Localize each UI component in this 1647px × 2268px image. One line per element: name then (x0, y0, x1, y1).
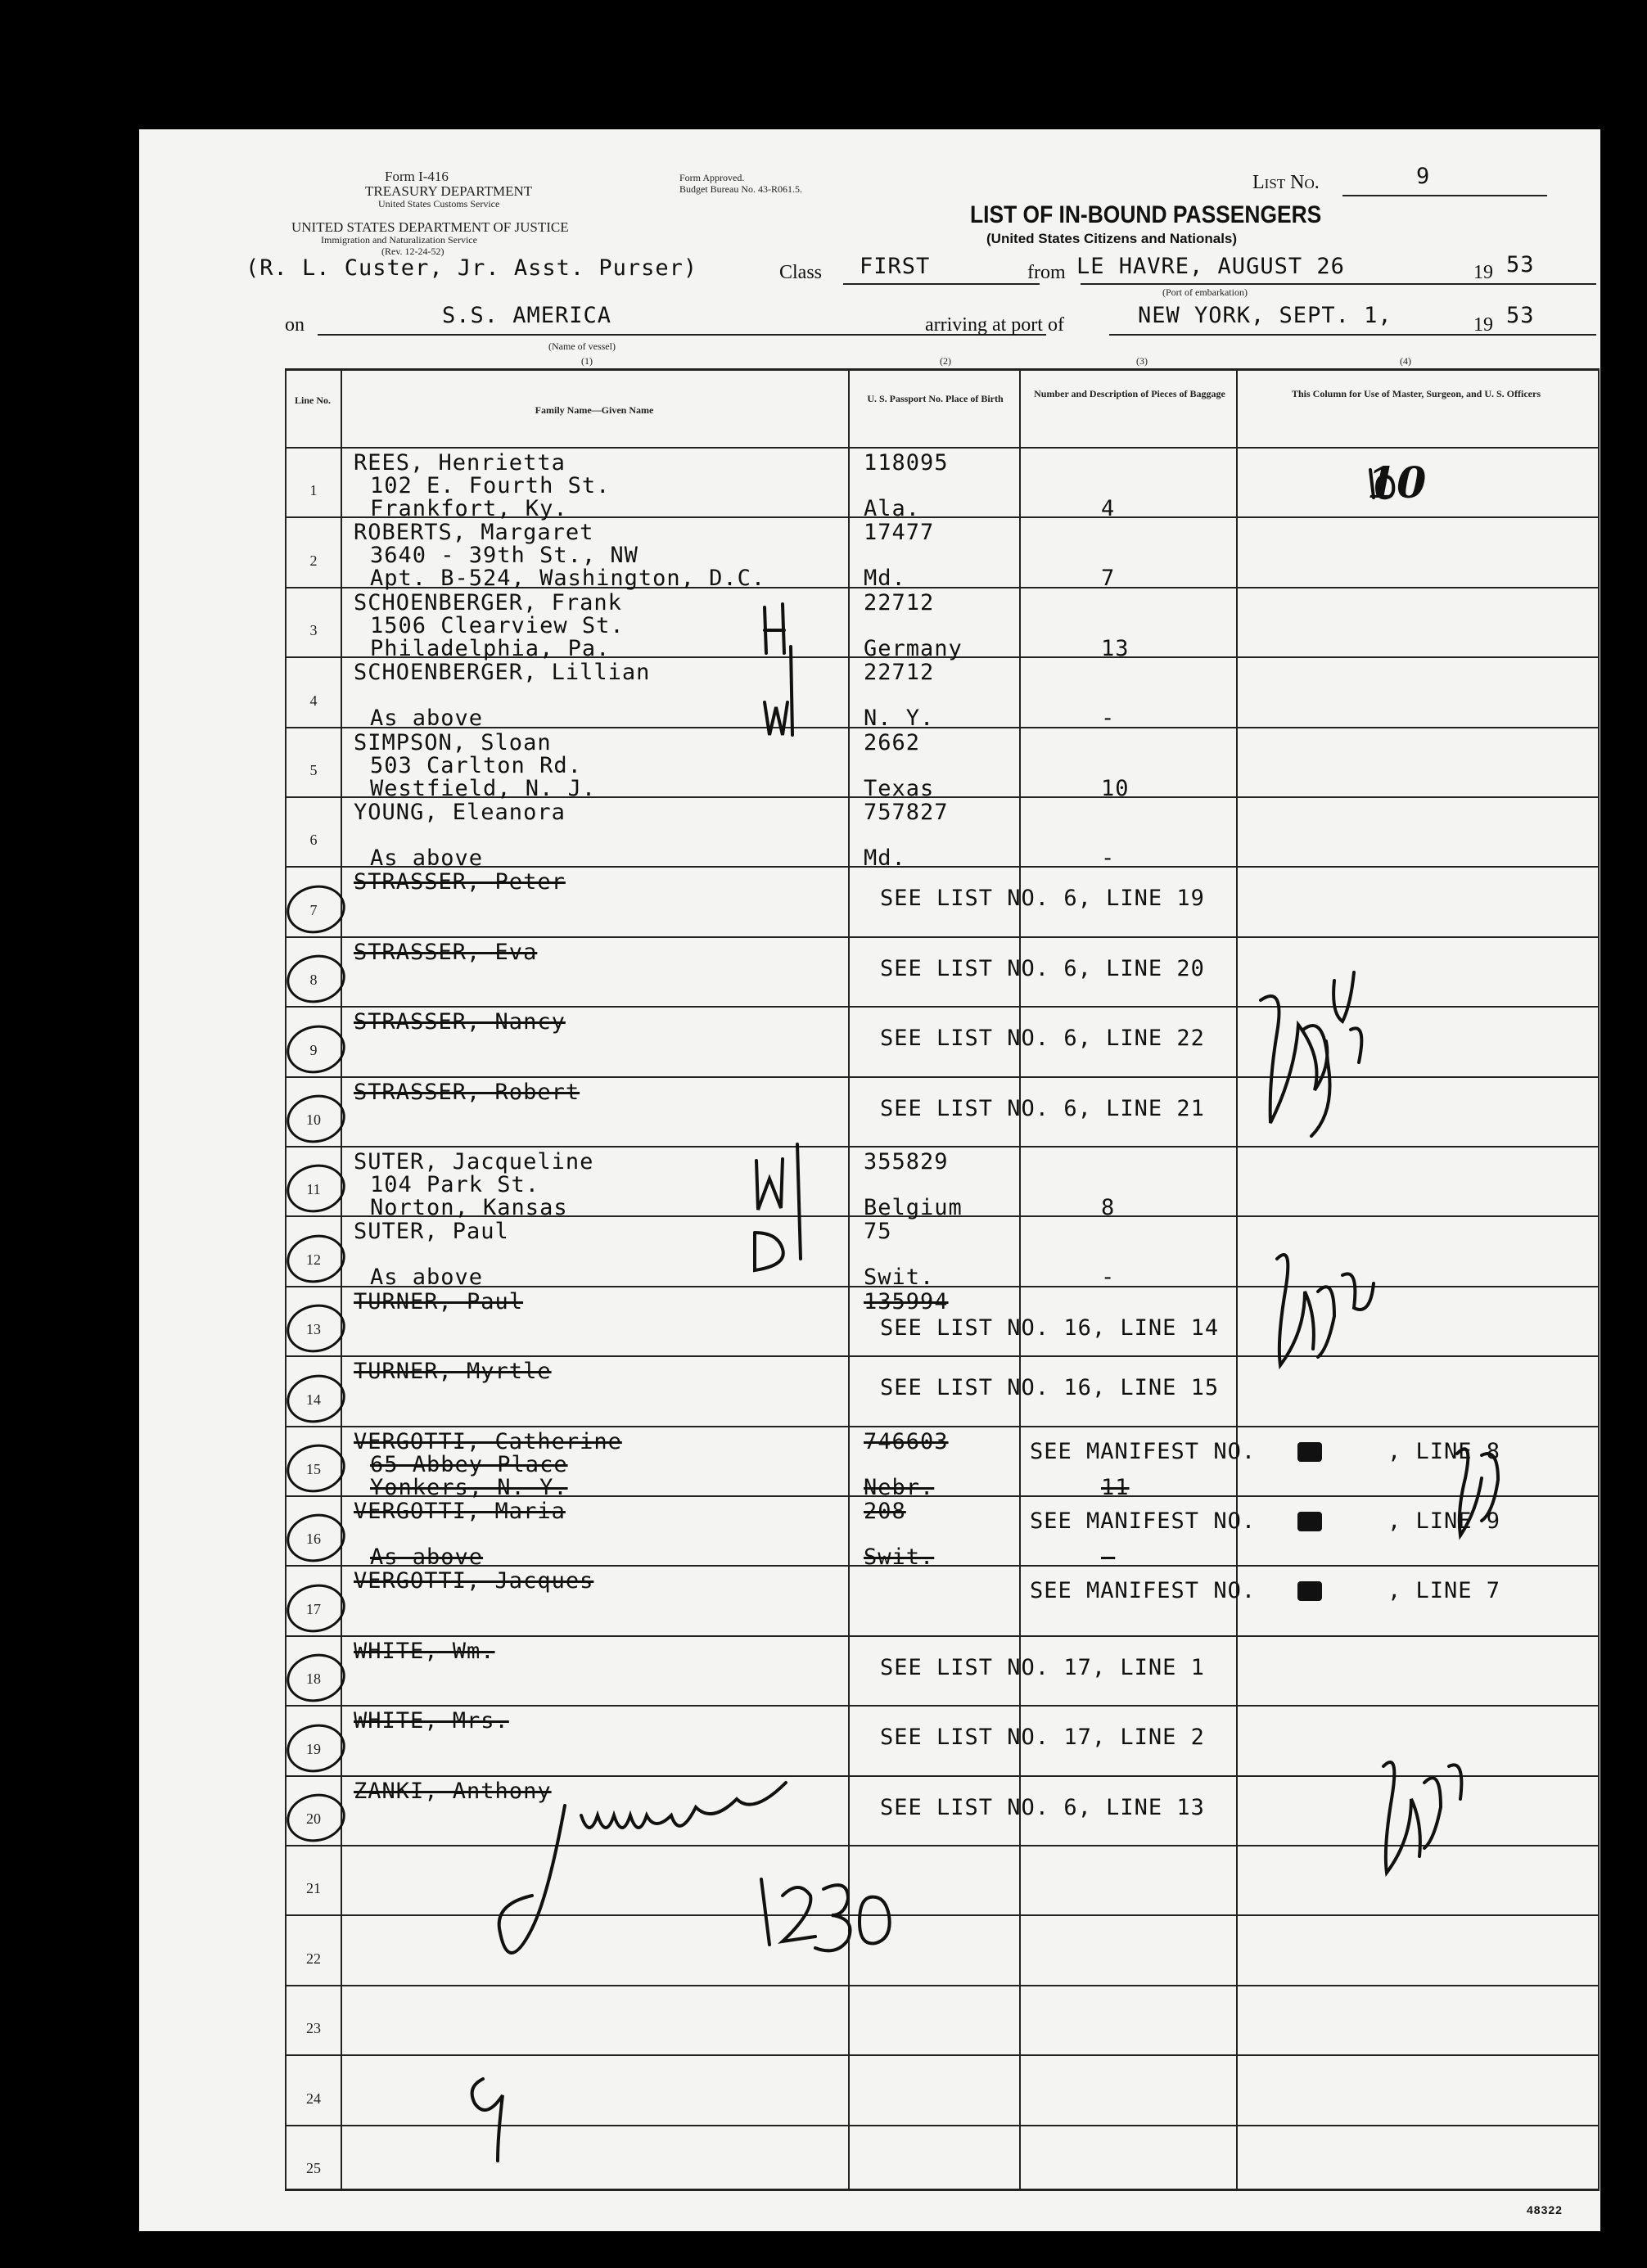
place-of-birth: Belgium (864, 1195, 963, 1220)
place-of-birth: Texas (864, 775, 935, 801)
passport-number: 118095 (864, 450, 949, 476)
form-approved: Form Approved. (679, 172, 745, 183)
port-embark-label: (Port of embarkation) (1162, 286, 1248, 298)
class-value: FIRST (860, 254, 931, 279)
from-label: from (1027, 262, 1066, 283)
col-head-passport: U. S. Passport No. Place of Birth (867, 393, 1004, 404)
col-head-name: Family Name—Given Name (535, 404, 654, 416)
col-head-line: Line No. (294, 395, 331, 406)
year-value: 53 (1506, 252, 1535, 277)
passenger-city: As above (370, 706, 484, 732)
baggage-count: 10 (1101, 775, 1130, 801)
place-of-birth: Nebr. (864, 1474, 935, 1500)
passenger-name: STRASSER, Robert (354, 1079, 580, 1105)
line-number: 4 (309, 692, 318, 709)
line-number: 15 (306, 1461, 321, 1477)
passport-number: 17477 (864, 520, 935, 546)
passenger-city: Frankfort, Ky. (370, 496, 568, 521)
col-num-3: (3) (1136, 355, 1148, 367)
col-num-4: (4) (1400, 355, 1411, 367)
passenger-name: WHITE, Wm. (354, 1638, 495, 1664)
baggage-count: 11 (1101, 1474, 1130, 1500)
customs-service: United States Customs Service (378, 198, 500, 210)
passport-number: 2662 (864, 729, 921, 755)
passenger-address: 102 E. Fourth St. (370, 473, 611, 498)
line-number: 12 (306, 1251, 321, 1268)
line-number: 1 (309, 482, 318, 499)
manifest-reference: SEE MANIFEST NO. (1030, 1508, 1257, 1534)
purser-name: (R. L. Custer, Jr. Asst. Purser) (246, 255, 698, 281)
passenger-name: WHITE, Mrs. (354, 1708, 509, 1734)
list-label: List No. (1252, 172, 1320, 193)
place-of-birth: Germany (864, 635, 963, 661)
line-number: 13 (306, 1321, 321, 1338)
baggage-count: 7 (1101, 566, 1116, 592)
year-prefix: 19 (1473, 262, 1493, 283)
line-number: 6 (309, 832, 318, 849)
line-number: 24 (306, 2090, 321, 2107)
passenger-name: TURNER, Paul (354, 1288, 524, 1314)
cross-reference: SEE LIST NO. 6, LINE 22 (880, 1026, 1205, 1052)
passenger-name: SUTER, Paul (354, 1219, 509, 1245)
form-number: Form I-416 (385, 169, 449, 184)
passenger-name: YOUNG, Eleanora (354, 800, 566, 825)
cross-reference: SEE LIST NO. 16, LINE 14 (880, 1314, 1220, 1341)
place-of-birth: Ala. (864, 496, 921, 521)
line-number: 3 (309, 622, 318, 639)
arrival-year-prefix: 19 (1473, 314, 1493, 336)
col-num-2: (2) (940, 355, 951, 367)
line-number: 18 (306, 1671, 321, 1688)
officer-mark: 10 (1367, 458, 1427, 508)
baggage-count: - (1101, 1265, 1116, 1291)
col-head-baggage: Number and Description of Pieces of Baggage (1034, 388, 1225, 399)
line-number: 5 (309, 762, 318, 778)
vessel-name: S.S. AMERICA (442, 303, 612, 328)
place-of-birth: Md. (864, 566, 906, 592)
manifest-page (139, 129, 1600, 2231)
line-number: 14 (306, 1391, 321, 1408)
passenger-address: 104 Park St. (370, 1172, 540, 1197)
line-number: 25 (306, 2160, 321, 2176)
cross-reference: SEE LIST NO. 6, LINE 19 (880, 886, 1205, 912)
revision: (Rev. 12-24-52) (381, 246, 444, 257)
treasury-dept: TREASURY DEPARTMENT (365, 183, 533, 199)
passport-number: 757827 (864, 800, 949, 825)
passenger-name: SUTER, Jacqueline (354, 1149, 594, 1175)
footer-code: 48322 (1527, 2203, 1563, 2216)
cross-reference: SEE LIST NO. 6, LINE 21 (880, 1095, 1205, 1121)
line-number: 2 (309, 552, 318, 569)
line-number: 20 (306, 1810, 321, 1827)
passenger-name: SCHOENBERGER, Frank (354, 589, 622, 615)
line-number: 8 (309, 972, 318, 989)
on-label: on (285, 314, 305, 336)
line-number: 22 (306, 1950, 321, 1967)
line-number: 11 (306, 1181, 321, 1198)
cross-reference: SEE LIST NO. 17, LINE 2 (880, 1725, 1205, 1751)
justice-dept: UNITED STATES DEPARTMENT OF JUSTICE (291, 219, 569, 235)
budget-bureau: Budget Bureau No. 43-R061.5. (679, 183, 802, 195)
line-number: 10 (306, 1111, 321, 1128)
passenger-city: As above (370, 1265, 484, 1291)
manifest-line: , LINE 9 (1388, 1508, 1501, 1534)
col-head-officers: This Column for Use of Master, Surgeon, and U. S. Officers (1291, 388, 1541, 399)
passport-number: 135994 (864, 1288, 949, 1314)
manifest-reference: SEE MANIFEST NO. (1030, 1578, 1257, 1604)
cross-reference: SEE LIST NO. 6, LINE 13 (880, 1794, 1205, 1820)
passenger-city: As above (370, 1544, 484, 1570)
arriving-label: arriving at port of (925, 314, 1064, 336)
line-number: 9 (309, 1041, 318, 1058)
passenger-address: 3640 - 39th St., NW (370, 543, 638, 569)
embarkation-port: LE HAVRE, AUGUST 26 (1076, 254, 1345, 279)
passenger-name: STRASSER, Eva (354, 939, 538, 965)
passenger-name: STRASSER, Nancy (354, 1009, 566, 1035)
passenger-name: ROBERTS, Margaret (354, 520, 594, 546)
passenger-city: Apt. B-524, Washington, D.C. (370, 566, 766, 592)
class-label: Class (779, 262, 823, 283)
line-number: 21 (306, 1880, 321, 1897)
baggage-count: 8 (1101, 1195, 1116, 1220)
passenger-name: ZANKI, Anthony (354, 1778, 552, 1804)
passport-number: 355829 (864, 1149, 949, 1175)
list-number: 9 (1416, 164, 1431, 189)
baggage-count: 4 (1101, 496, 1116, 521)
line-number: 17 (306, 1600, 321, 1617)
baggage-count: 13 (1101, 635, 1130, 661)
ins-service: Immigration and Naturalization Service (321, 234, 477, 246)
vessel-label: (Name of vessel) (548, 340, 616, 352)
passenger-city: As above (370, 845, 484, 871)
manifest-reference: SEE MANIFEST NO. (1030, 1438, 1257, 1464)
handwritten-marks (139, 129, 1600, 2231)
passenger-name: REES, Henrietta (354, 450, 566, 476)
place-of-birth: Swit. (864, 1265, 935, 1291)
passenger-city: Westfield, N. J. (370, 775, 597, 801)
baggage-count: - (1101, 706, 1116, 732)
passport-number: 208 (864, 1499, 906, 1524)
line-number: 16 (306, 1531, 321, 1548)
place-of-birth: N. Y. (864, 706, 935, 732)
baggage-count: - (1101, 1544, 1116, 1570)
cross-reference: SEE LIST NO. 6, LINE 20 (880, 955, 1205, 981)
manifest-line: , LINE 7 (1388, 1578, 1501, 1604)
passport-number: 746603 (864, 1428, 949, 1454)
manifest-line: , LINE 8 (1388, 1438, 1501, 1464)
passenger-city: Philadelphia, Pa. (370, 635, 611, 661)
passenger-name: STRASSER, Peter (354, 869, 566, 895)
passenger-address: 65 Abbey Place (370, 1451, 568, 1477)
passenger-name: SCHOENBERGER, Lillian (354, 660, 651, 686)
passenger-city: Yonkers, N. Y. (370, 1474, 568, 1500)
cross-reference: SEE LIST NO. 17, LINE 1 (880, 1654, 1205, 1680)
form-title: LIST OF IN-BOUND PASSENGERS (970, 201, 1322, 228)
line-number: 23 (306, 2020, 321, 2037)
passenger-name: VERGOTTI, Jacques (354, 1568, 594, 1594)
passenger-address: 503 Carlton Rd. (370, 752, 582, 778)
line-number: 7 (309, 901, 318, 918)
passenger-name: TURNER, Myrtle (354, 1359, 552, 1385)
passenger-name: VERGOTTI, Maria (354, 1499, 566, 1524)
passenger-address: 1506 Clearview St. (370, 612, 625, 638)
baggage-count: - (1101, 845, 1116, 871)
passport-number: 75 (864, 1219, 892, 1245)
passport-number: 22712 (864, 589, 935, 615)
arrival-year: 53 (1506, 303, 1535, 328)
cross-reference: SEE LIST NO. 16, LINE 15 (880, 1375, 1220, 1401)
arrival-port: NEW YORK, SEPT. 1, (1138, 303, 1392, 328)
form-subtitle: (United States Citizens and Nationals) (986, 231, 1238, 246)
line-number: 19 (306, 1740, 321, 1757)
place-of-birth: Swit. (864, 1544, 935, 1570)
col-num-1: (1) (581, 355, 593, 367)
passenger-name: SIMPSON, Sloan (354, 729, 552, 755)
passport-number: 22712 (864, 660, 935, 686)
passenger-city: Norton, Kansas (370, 1195, 568, 1220)
place-of-birth: Md. (864, 845, 906, 871)
passenger-name: VERGOTTI, Catherine (354, 1428, 622, 1454)
